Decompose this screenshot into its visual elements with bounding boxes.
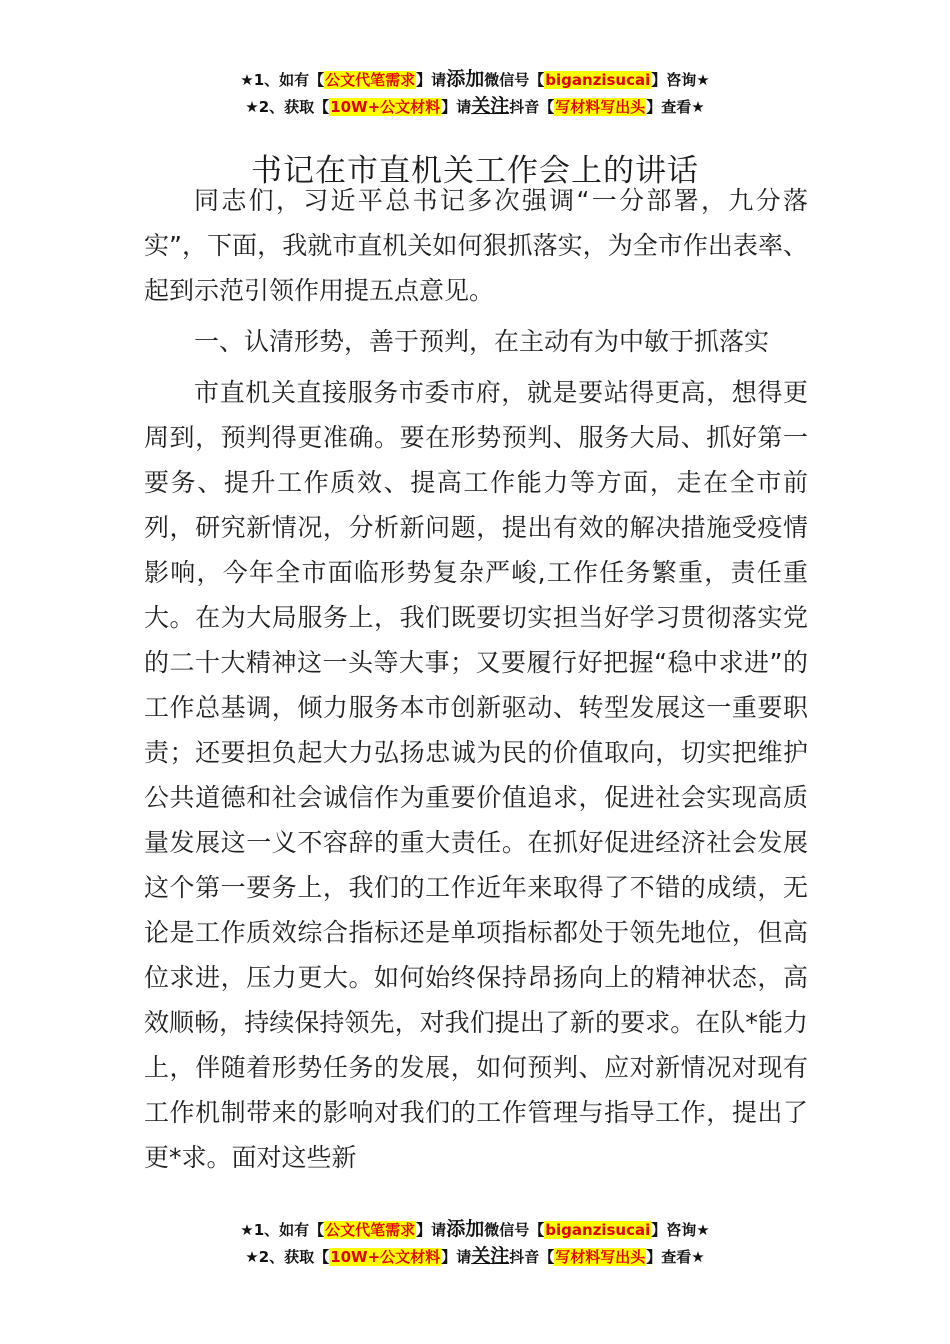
document-body: [144, 178, 808, 1186]
banner-text: 微信号【: [484, 1221, 545, 1239]
header-banner: [0, 66, 950, 120]
banner-highlight: 公文代笔需求: [325, 1221, 416, 1239]
footer-banner: [0, 1216, 950, 1270]
paragraph: 市直机关直接服务市委市府，就是要站得更高，想得更周到，预判得更准确。要在形势预判、服务大局、抓好第一要务、提升工作质效、提高工作能力等方面，走在全市前列，研究新情况，分析新问题，提出有效的解决措施受疫情影响，今年全市面临形势复杂严峻,工作任务繁重，责任重大。在为大局服务上，我们既要切实担当好学习贯彻落实党的二十大精神这一头等大事；又要履行好把握“稳中求进”的工作总基调，倾力服务本市创新驱动、转型发展这一重要职责；还要担负起大力弘扬忠诚为民的价值取向，切实把维护公共道德和社会诚信作为重要价值追求，促进社会实现高质量发展这一义不容辞的重大责任。在抓好促进经济社会发展这个第一要务上，我们的工作近年来取得了不错的成绩，无论是工作质效综合指标还是单项指标都处于领先地位，但高位求进，压力更大。如何始终保持昂扬向上的精神状态，高效顺畅，持续保持领先，对我们提出了新的要求。在队*能力上，伴随着形势任务的发展，如何预判、应对新情况对现有工作机制带来的影响对我们的工作管理与指导工作，提出了更*求。面对这些新: [144, 378, 808, 1172]
banner-line-2: [0, 1243, 950, 1270]
banner-text: 抖音【: [509, 98, 555, 116]
banner-line-1: [0, 1216, 950, 1243]
paragraph: 同志们，习近平总书记多次强调“一分部署，九分落实”，下面，我就市直机关如何狠抓落实，为全市作出表率、起到示范引领作用提五点意见。: [144, 186, 808, 305]
banner-text: 】请: [416, 1221, 447, 1239]
banner-highlight: 10W+公文材料: [330, 98, 441, 116]
banner-emphasis: 添加: [446, 68, 485, 90]
banner-text: ★1、如有【: [240, 1221, 325, 1239]
document-title: 书记在市直机关工作会上的讲话: [251, 152, 699, 189]
banner-text: 微信号【: [484, 71, 545, 89]
banner-emphasis: 关注: [471, 95, 510, 117]
banner-text: ★2、获取【: [245, 98, 330, 116]
section-heading: 一、认清形势，善于预判，在主动有为中敏于抓落实: [194, 327, 770, 356]
banner-text: ★2、获取【: [245, 1248, 330, 1266]
banner-emphasis: 添加: [446, 1218, 485, 1240]
banner-highlight: 10W+公文材料: [330, 1248, 441, 1266]
banner-highlight: 写材料写出头: [555, 1248, 646, 1266]
banner-emphasis: 关注: [471, 1245, 510, 1267]
banner-text: 】请: [441, 98, 472, 116]
banner-highlight: 公文代笔需求: [325, 71, 416, 89]
banner-highlight: biganzisucai: [545, 71, 651, 89]
banner-highlight: 写材料写出头: [555, 98, 646, 116]
banner-text: 】请: [416, 71, 447, 89]
banner-line-2: [0, 93, 950, 120]
banner-text: 】查看★: [646, 1248, 705, 1266]
banner-text: 】请: [441, 1248, 472, 1266]
banner-text: 】查看★: [646, 98, 705, 116]
banner-line-1: [0, 66, 950, 93]
banner-highlight: biganzisucai: [545, 1221, 651, 1239]
banner-text: 】咨询★: [651, 71, 710, 89]
banner-text: 】咨询★: [651, 1221, 710, 1239]
banner-text: 抖音【: [509, 1248, 555, 1266]
banner-text: ★1、如有【: [240, 71, 325, 89]
